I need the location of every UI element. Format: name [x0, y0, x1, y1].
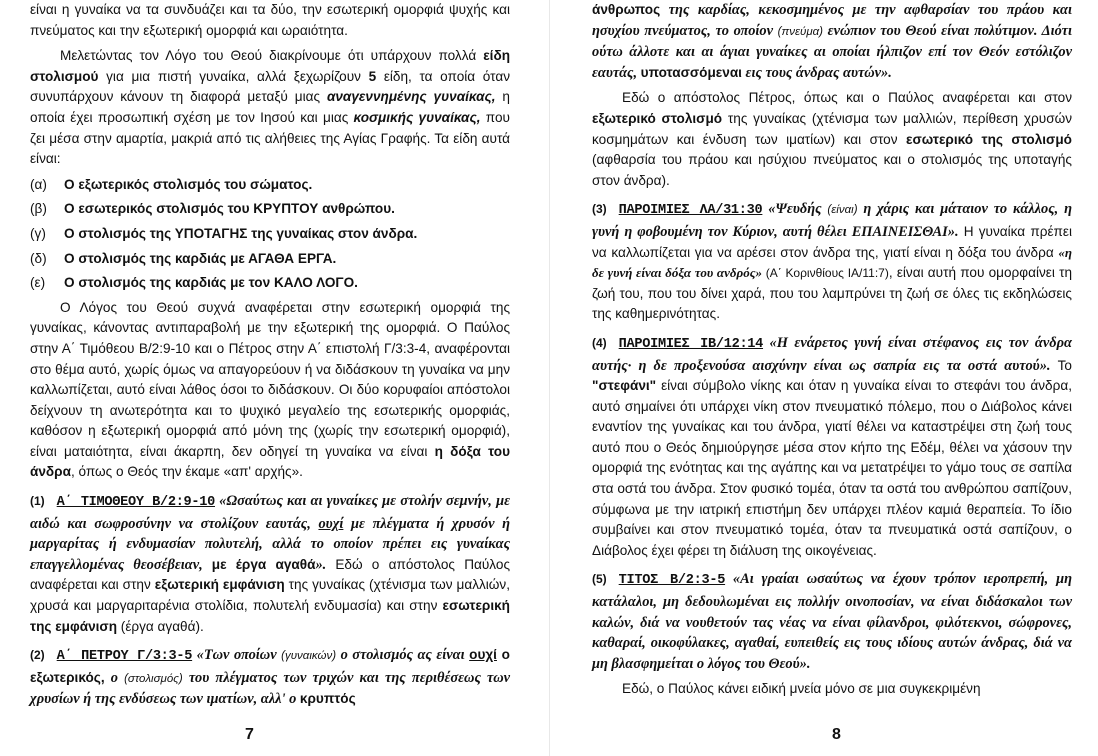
page-gutter: [549, 0, 550, 756]
page-number: 8: [832, 726, 841, 743]
body-paragraph: Εδώ ο απόστολος Πέτρος, όπως και ο Παύλος αναφέρεται και στον εξωτερικό στολισμό της γυναίκας (χτένισμα των μαλλιών, περίθεση χρυσών κοσμημάτων και ένδυση των ιματίων) και στον εσωτερικό της στολισμό (αφθαρσία του πράου και ησύχιου πνεύματος και ο στολισμός της υποταγής στον άνδρα).: [592, 90, 1072, 188]
right-page: [592, 0, 1072, 756]
section-1: (1) Α΄ ΤΙΜΟΘΕΟΥ Β/2:9-10 «Ωσαύτως και αι γυναίκες με στολήν σεμνήν, με αιδώ και σωφροσύνην να στολίζουν εαυτάς, ουχί με πλέγματα ή χρυσόν ή μαργαρίτας ή ενδυμασίαν πολυτελή, αλλά το οποίον πρέπει εις γυναίκας επαγγελλομένας θεοσέβειαν, με έργα αγαθά». Εδώ ο απόστολος Παύλος αναφέρεται και στην εξωτερική εμφάνιση της γυναίκας (χτένισμα των μαλλιών, χρυσά και μαργαριταρένια στολίδια, πολυτελή ενδυμασία) και στην εσωτερική της εμφάνιση (έργα αγαθά).: [30, 493, 511, 634]
list-item: (ε) Ο στολισμός της καρδιάς με τον ΚΑΛΟ ΛΟΓΟ.: [30, 275, 358, 291]
list-item: (δ) Ο στολισμός της καρδιάς με ΑΓΑΘΑ ΕΡΓΑ.: [30, 250, 337, 266]
list-item: (β) Ο εσωτερικός στολισμός του ΚΡΥΠΤΟΥ ανθρώπου.: [30, 201, 395, 217]
section-2: (2) Α΄ ΠΕΤΡΟΥ Γ/3:3-5 «Των οποίων (γυναικών) ο στολισμός ας είναι ουχί ο εξωτερικός, ο (στολισμός) του πλέγματος των τριχών και της περιθέσεως των χρυσίων ή της ενδύσεως των ιματίων, αλλ' ο κρυπτός: [30, 647, 510, 708]
paragraph-start: Εδώ, ο Παύλος κάνει ειδική μνεία μόνο σε μια συγκεκριμένη: [622, 681, 981, 697]
quote-continued: άνθρωπος της καρδίας, κεκοσμημένος με την αφθαρσίαν του πράου και ησυχίου πνεύματος, το οποίον (πνεύμα) ενώπιον του Θεού είναι πολύτιμον. Διότι ούτω άλλοτε και αι άγιαι γυναίκες αι οποίαι ήλπιζον επί τον Θεόν εστόλιζον εαυτάς, υποτασσόμεναι εις τους άνδρας αυτών».: [592, 2, 1072, 81]
section-4: (4) ΠΑΡΟΙΜΙΕΣ ΙΒ/12:14 «Η ενάρετος γυνή είναι στέφανος εις τον άνδρα αυτής· η δε προξενούσα αισχύνην είναι ως σαπρία εις τα οστά αυτού». Το "στεφάνι" είναι σύμβολο νίκης και όταν η γυναίκα είναι το στεφάνι του άνδρα, αυτό σημαίνει ότι υπάρχει νίκη στον πνευματικό πόλεμο, που ο Διάβολος κάνει εναντίον της γυναίκας και του άνδρα, γιατί θέλει να καταστρέψει στη ζωή τους αυτό που ο Θεός δημιούργησε μέσα στον κήπο της Εδέμ, θέλει να χάσουν την ομορφιά της ενότητας και της αγάπης και να μετατρέψει το γάμο τους σε σαπίλα στα οστά του άνδρα. Στον φυσικό τομέα, όταν τα οστά του ανθρώπου σαπίζουν, σύμφωνα με την ιατρική επιστήμη δεν υπάρχει πλέον καμιά θεραπεία. Το ίδιο συμβαίνει και στον πνευματικό τομέα, όταν τα πνευματικά οστά σαπίζουν, ο Διάβολος έχει φέρει τη διάλυση της οικογένειας.: [592, 334, 1073, 558]
left-page: [30, 0, 510, 756]
list-item: (γ) Ο στολισμός της ΥΠΟΤΑΓΗΣ της γυναίκας στον άνδρα.: [30, 225, 418, 241]
intro-paragraph: Μελετώντας τον Λόγο του Θεού διακρίνουμε ότι υπάρχουν πολλά είδη στολισμού για μια πιστή γυναίκα, αλλά ξεχωρίζουν 5 είδη, τα οποία όταν συνυπάρχουν κάνουν τη διαφορά μεταξύ μιας αναγεννημένης γυναίκας, η οποία έχει προσωπική σχέση με τον Ιησού και μιας κοσμικής γυναίκας, που ζει μέσα στην αμαρτία, μακριά από τις αλήθειες της Αγίας Γραφής. Τα είδη αυτά είναι:: [30, 48, 511, 167]
body-paragraph: Ο Λόγος του Θεού συχνά αναφέρεται στην εσωτερική ομορφιά της γυναίκας, κάνοντας αντιπαραβολή με την εξωτερική της ομορφιά. Ο Παύλος στην Α΄ Τιμόθεου Β/2:9-10 και ο Πέτρος στην Α΄ επιστολή Γ/3:3-4, αναφέρονται στο θέμα αυτό, χωρίς όμως να απαγορεύουν ή να διδάσκουν τη γυναίκα να μην καλλωπίζεται, αυτό είναι λάθος όσοι το διδάσκουν. Οι δύο κορυφαίοι απόστολοι δείχνουν τη ανωτερότητα και το ψυχικό μεγαλείο της εσωτερικής ομορφιάς, καθόσον η εξωτερική ομορφιά από μόνη της (χωρίς την εσωτερική ομορφιά), είναι ματαιότητα, είναι άκαρπη, δεν οδηγεί τη γυναίκα να είναι η δόξα του άνδρα, όπως ο Θεός την έκαμε «απ' αρχής».: [30, 299, 510, 480]
section-3: (3) ΠΑΡΟΙΜΙΕΣ ΛΑ/31:30 «Ψευδής (είναι) η χάρις και μάταιον το κάλλος, η γυνή η φοβουμένη τον Κύριον, αυτή θέλει ΕΠΑΙΝΕΙΣΘΑΙ». Η γυναίκα πρέπει να καλλωπίζεται για να αρέσει στον άνδρα της, γιατί είναι η δόξα του άνδρα «η δε γυνή είναι δόξα του ανδρός» (Α΄ Κορινθίους ΙΑ/11:7), είναι αυτή που ομορφαίνει τη ζωή του, που του δίνει χαρά, που του λαμπρύνει τη ζωή σε όλες τις εκδηλώσεις της καθημερινότητας.: [592, 201, 1073, 322]
section-5: (5) ΤΙΤΟΣ Β/2:3-5 «Αι γραίαι ωσαύτως να έχουν τρόπον ιεροπρεπή, μη κατάλαλοι, μη δεδουλωμέναι εις πολλήν οινοποσίαν, να είναι διδάσκαλοι των καλών, διά να νουθετούν τας νέας να είναι φίλανδροι, φιλότεκνοι, σώφρονες, καθαραί, οικοφύλακες, αγαθαί, ευπειθείς εις τους ιδίους αυτών άνδρας, διά να μη βλασφημείται ο λόγος του Θεού».: [592, 571, 1072, 672]
paragraph-continued: είναι η γυναίκα να τα συνδυάζει και τα δύο, την εσωτερική ομορφιά ψυχής και πνεύματος και την εξωτερική ομορφιά και ωραιότητα.: [30, 2, 510, 38]
list-item: (α) Ο εξωτερικός στολισμός του σώματος.: [30, 176, 313, 192]
adornment-list: [30, 175, 510, 294]
page-number: 7: [245, 726, 254, 743]
